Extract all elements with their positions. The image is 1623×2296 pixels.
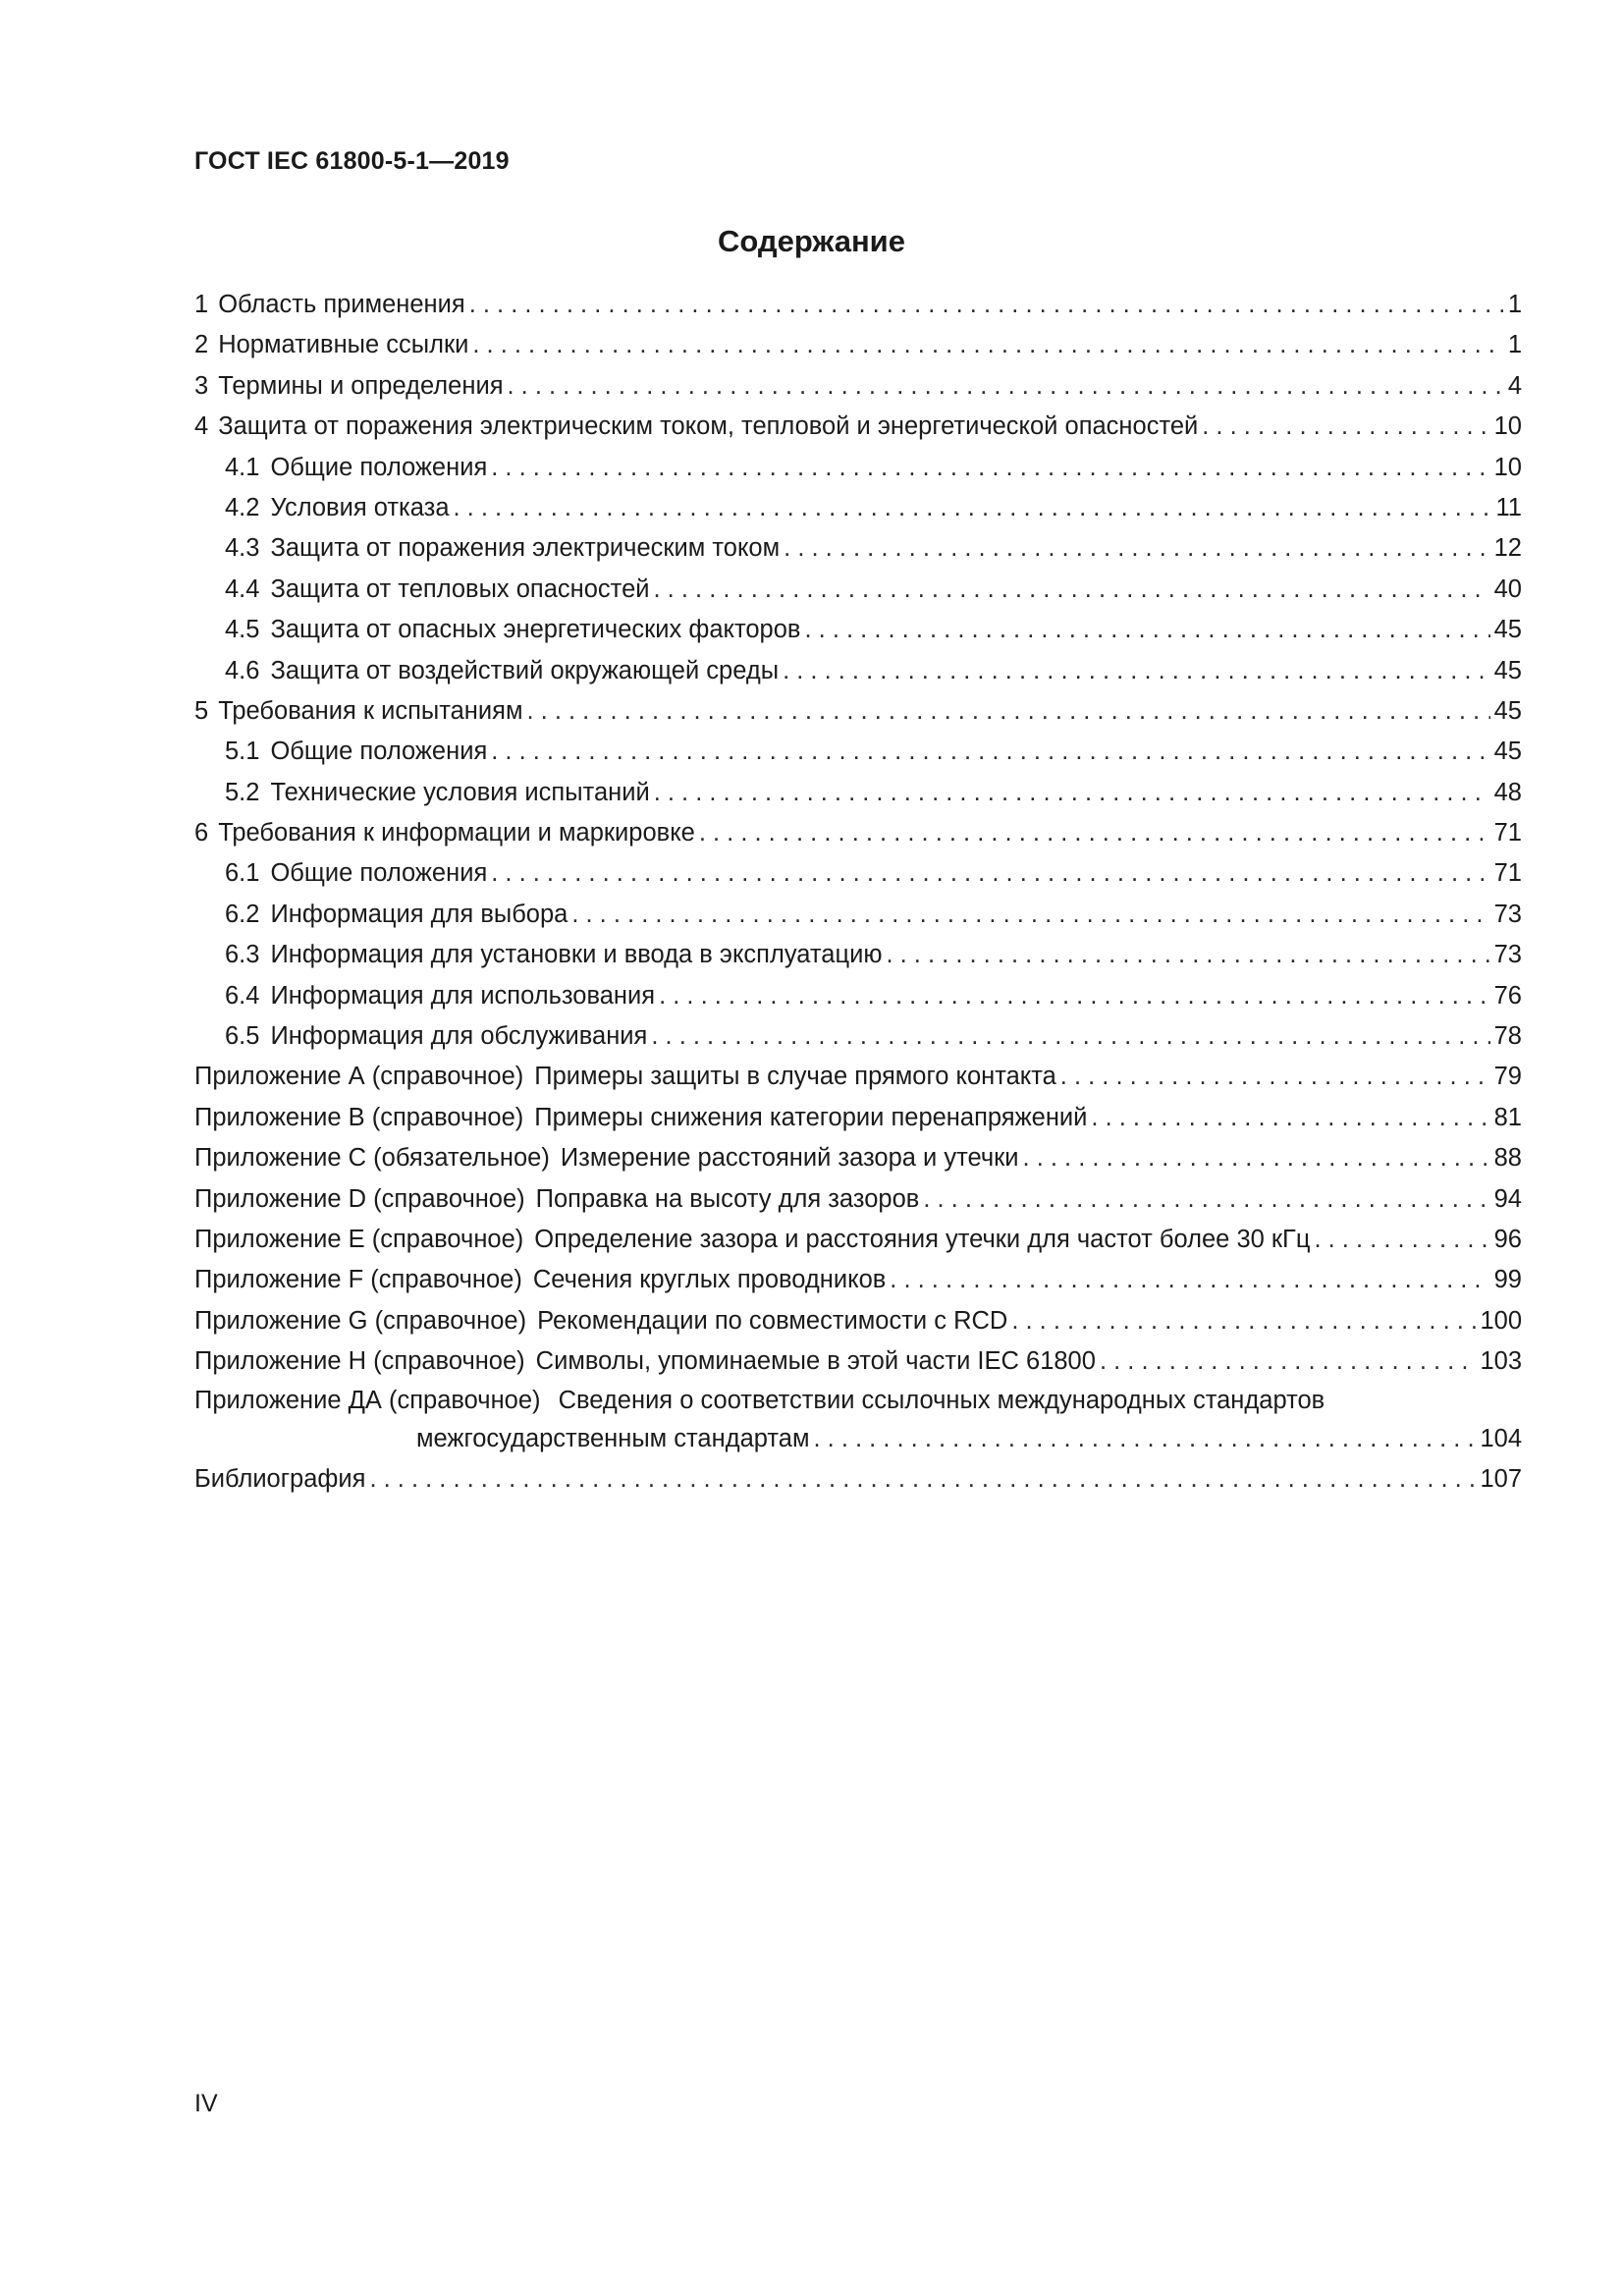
toc-entry-title: Общие положения [270, 738, 488, 766]
annex-title: Символы, упоминаемые в этой части IEC 61800 [535, 1347, 1096, 1376]
toc-entry-number: 4.4 [225, 574, 260, 603]
toc-entry-title: Термины и определения [218, 371, 504, 400]
toc-entry-number: 4 [194, 412, 209, 441]
annex-title: Примеры защиты в случае прямого контакта [534, 1063, 1056, 1091]
toc-entry-title: Защита от поражения электрическим током, тепловой и энергетической опасностей [218, 412, 1199, 441]
annex-page: 94 [1493, 1184, 1522, 1213]
dot-leader [784, 528, 1489, 569]
toc-entry-title: Информация для выбора [270, 900, 568, 928]
dot-leader [783, 651, 1490, 691]
toc-entry-title: Защита от опасных энергетических факторов [270, 616, 801, 644]
toc-entry-6-3[interactable] [194, 935, 1522, 975]
toc-entry-page: 11 [1495, 493, 1522, 521]
toc-entry-4-6[interactable] [194, 651, 1522, 691]
toc-entry-6-2[interactable] [194, 895, 1522, 935]
toc-entry-number: 1 [194, 291, 209, 318]
toc-entry-title: Нормативные ссылки [218, 331, 469, 359]
document-designation: ГОСТ IEC 61800-5-1—2019 [194, 147, 510, 175]
toc-entry-title: Информация для использования [270, 981, 656, 1010]
toc-entry-4-1[interactable] [194, 448, 1522, 488]
dot-leader [654, 570, 1490, 610]
annex-title: Измерение расстояний зазора и утечки [560, 1144, 1019, 1173]
annex-page: 99 [1493, 1266, 1522, 1294]
annex-title-line2: межгосударственным стандартам [416, 1424, 810, 1452]
toc-entry-number: 4.2 [225, 493, 260, 521]
toc-entry-number: 6.2 [225, 900, 260, 928]
toc-entry-3[interactable] [194, 366, 1522, 407]
table-of-contents [194, 285, 1522, 1500]
annex-page: 103 [1480, 1347, 1522, 1376]
toc-annex-h[interactable] [194, 1341, 1522, 1382]
toc-entry-number: 5.2 [225, 778, 260, 806]
toc-entry-page: 45 [1493, 656, 1522, 684]
dot-leader [491, 853, 1489, 894]
toc-annex-da[interactable] [194, 1383, 1522, 1459]
dot-leader [526, 691, 1489, 732]
annex-title: Примеры снижения категории перенапряжений [534, 1103, 1088, 1131]
toc-entry-page: 45 [1493, 616, 1522, 644]
annex-title: Определение зазора и расстояния утечки для частот более 30 кГц [534, 1225, 1311, 1253]
dot-leader [491, 732, 1489, 772]
toc-entry-number: 6.3 [225, 941, 260, 969]
toc-annex-a[interactable] [194, 1057, 1522, 1097]
toc-entry-6-1[interactable] [194, 853, 1522, 894]
dot-leader [1100, 1341, 1477, 1382]
dot-leader [813, 1419, 1476, 1459]
dot-leader [1202, 407, 1489, 447]
toc-entry-number: 4.1 [225, 453, 260, 481]
toc-entry-title: Информация для обслуживания [270, 1022, 648, 1051]
toc-entry-page: 48 [1493, 778, 1522, 806]
toc-entry-number: 4.5 [225, 616, 260, 644]
toc-entry-page: 10 [1493, 453, 1522, 481]
toc-entry-4-4[interactable] [194, 570, 1522, 610]
toc-entry-title: Защита от воздействий окружающей среды [270, 656, 780, 684]
annex-page: 81 [1493, 1103, 1522, 1131]
dot-leader [491, 448, 1489, 488]
toc-entry-page: 10 [1493, 412, 1522, 441]
annex-page: 104 [1480, 1424, 1522, 1452]
annex-prefix: Приложение Н (справочное) [194, 1347, 525, 1376]
toc-title: Содержание [718, 224, 905, 258]
toc-entry-page: 76 [1493, 981, 1522, 1010]
toc-entry-5[interactable] [194, 691, 1522, 732]
toc-annex-g[interactable] [194, 1301, 1522, 1341]
annex-prefix: Приложение F (справочное) [194, 1266, 522, 1294]
toc-entry-number: 5.1 [225, 738, 260, 766]
annex-da-first-line [194, 1383, 1522, 1419]
annex-prefix: Приложение G (справочное) [194, 1306, 527, 1335]
annex-title: Поправка на высоту для зазоров [535, 1184, 920, 1213]
toc-entry-number: 6.4 [225, 981, 260, 1010]
toc-entry-page: 1 [1507, 291, 1522, 318]
dot-leader [654, 773, 1490, 813]
toc-entry-page: 45 [1493, 738, 1522, 766]
dot-leader [651, 1016, 1489, 1057]
toc-entry-4[interactable] [194, 407, 1522, 447]
toc-entry-title: Общие положения [270, 859, 488, 888]
dot-leader [571, 895, 1489, 935]
toc-entry-title: Требования к информации и маркировке [218, 819, 695, 847]
toc-entry-number: 6.5 [225, 1022, 260, 1051]
annex-title-line1: Сведения о соответствии ссылочных международных стандартов [558, 1386, 1325, 1414]
toc-entry-number: 4.3 [225, 534, 260, 563]
toc-entry-page: 45 [1493, 696, 1522, 725]
toc-entry-title: Технические условия испытаний [270, 778, 650, 806]
dot-leader [369, 1459, 1476, 1500]
toc-entry-6-5[interactable] [194, 1016, 1522, 1057]
toc-entry-4-5[interactable] [194, 610, 1522, 650]
dot-leader [1023, 1138, 1490, 1178]
annex-prefix: Приложение ДА (справочное) [194, 1386, 541, 1414]
dot-leader [454, 488, 1492, 528]
toc-annex-c[interactable] [194, 1138, 1522, 1178]
toc-entry-6-4[interactable] [194, 976, 1522, 1016]
dot-leader [923, 1179, 1489, 1220]
toc-entry-title: Общие положения [270, 453, 488, 481]
toc-annex-d[interactable] [194, 1179, 1522, 1220]
toc-entry-page: 4 [1507, 371, 1522, 400]
dot-leader [1011, 1301, 1476, 1341]
toc-bibliography[interactable] [194, 1459, 1522, 1500]
toc-entry-2[interactable] [194, 325, 1522, 365]
annex-prefix: Приложение В (справочное) [194, 1103, 524, 1131]
toc-entry-page: 1 [1507, 331, 1522, 359]
toc-entry-title: Условия отказа [270, 493, 450, 521]
annex-prefix: Приложение D (справочное) [194, 1184, 525, 1213]
dot-leader [472, 325, 1503, 365]
annex-title: Рекомендации по совместимости с RCD [537, 1306, 1008, 1335]
toc-entry-number: 3 [194, 371, 209, 400]
toc-entry-4-3[interactable] [194, 528, 1522, 569]
toc-entry-number: 2 [194, 331, 209, 359]
toc-entry-1[interactable] [194, 285, 1522, 325]
toc-annex-e[interactable] [194, 1220, 1522, 1260]
annex-prefix: Приложение А (справочное) [194, 1063, 524, 1091]
toc-entry-number: 6.1 [225, 859, 260, 888]
dot-leader [1314, 1220, 1489, 1260]
toc-entry-number: 6 [194, 819, 209, 847]
toc-entry-page: 78 [1493, 1022, 1522, 1051]
toc-annex-b[interactable] [194, 1098, 1522, 1138]
annex-page: 100 [1480, 1306, 1522, 1335]
toc-entry-page: 71 [1493, 819, 1522, 847]
dot-leader [1060, 1057, 1490, 1097]
page-number: IV [194, 2090, 218, 2117]
toc-entry-title: Защита от поражения электрическим током [270, 534, 781, 563]
toc-entry-5-2[interactable] [194, 773, 1522, 813]
toc-entry-number: 5 [194, 696, 209, 725]
annex-page: 96 [1493, 1225, 1522, 1253]
annex-title: Сечения круглых проводников [532, 1266, 887, 1294]
toc-entry-5-1[interactable] [194, 732, 1522, 772]
toc-entry-4-2[interactable] [194, 488, 1522, 528]
annex-page: 88 [1493, 1144, 1522, 1173]
dot-leader [699, 813, 1490, 853]
bibliography-page: 107 [1480, 1464, 1522, 1493]
dot-leader [1091, 1098, 1489, 1138]
dot-leader [469, 285, 1504, 325]
toc-entry-page: 40 [1493, 574, 1522, 603]
annex-da-second-line [194, 1419, 1522, 1459]
annex-page: 79 [1493, 1063, 1522, 1091]
toc-entry-title: Требования к испытаниям [218, 696, 523, 725]
toc-entry-page: 73 [1493, 941, 1522, 969]
annex-prefix: Приложение С (обязательное) [194, 1144, 550, 1173]
toc-entry-page: 12 [1493, 534, 1522, 563]
toc-entry-title: Область применения [218, 291, 465, 318]
dot-leader [804, 610, 1489, 650]
dot-leader [890, 1260, 1489, 1300]
dot-leader [508, 366, 1504, 407]
bibliography-title: Библиография [194, 1464, 366, 1493]
toc-entry-number: 4.6 [225, 656, 260, 684]
dot-leader [886, 935, 1489, 975]
toc-entry-6[interactable] [194, 813, 1522, 853]
toc-entry-title: Защита от тепловых опасностей [270, 574, 650, 603]
annex-prefix: Приложение Е (справочное) [194, 1225, 524, 1253]
toc-annex-f[interactable] [194, 1260, 1522, 1300]
toc-entry-page: 71 [1493, 859, 1522, 888]
toc-entry-title: Информация для установки и ввода в эксплуатацию [270, 941, 883, 969]
toc-entry-page: 73 [1493, 900, 1522, 928]
dot-leader [659, 976, 1490, 1016]
